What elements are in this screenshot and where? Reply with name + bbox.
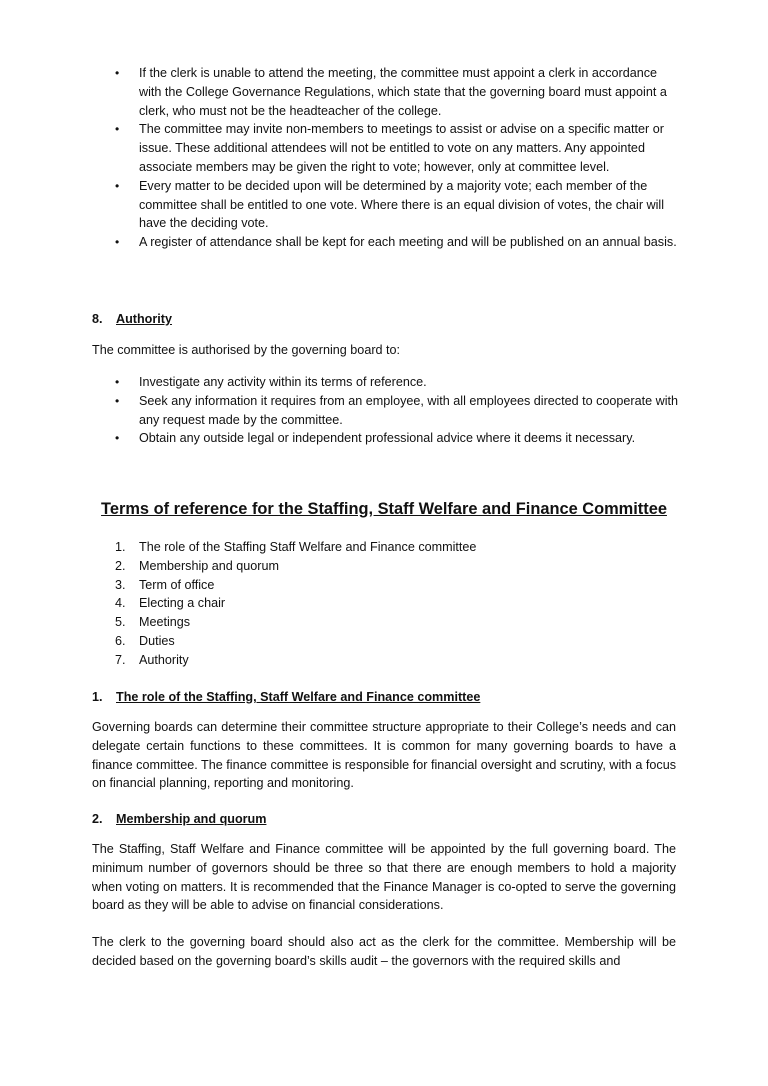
toc-label: The role of the Staffing Staff Welfare and Finance committee	[139, 540, 477, 554]
list-item-text: If the clerk is unable to attend the meeting, the committee must appoint a clerk in accordance with the College Governance Regulations, which state that the governing board must appoint a clerk, who must not be the headteacher of the college.	[139, 66, 667, 118]
list-item-text: Investigate any activity within its terms of reference.	[139, 375, 427, 389]
toc-label: Meetings	[139, 615, 191, 630]
list-item	[92, 392, 682, 430]
heading-text: The role of the Staffing, Staff Welfare and Finance committee	[116, 690, 481, 704]
table-of-contents	[92, 538, 476, 670]
toc-item	[92, 651, 476, 670]
list-item	[92, 233, 682, 252]
toc-label: Membership and quorum	[139, 558, 280, 573]
toc-item	[92, 632, 476, 651]
list-item-text: The committee may invite non-members to meetings to assist or advise on a specific matter or issue. These additional attendees will not be entitled to vote on any matters. Any appointed associate members may be given the right to vote; however, only at committee level.	[139, 122, 664, 174]
list-item-text: A register of attendance shall be kept for each meeting and will be published on an annual basis.	[139, 235, 677, 250]
list-item-text: Seek any information it requires from an employee, with all employees directed to cooperate with any request made by the committee.	[139, 393, 679, 427]
bullet-icon: •	[115, 178, 120, 193]
section-1-paragraph: Governing boards can determine their committee structure appropriate to their College’s needs and can delegate certain functions to these committees. It is common for many governing boards to have a finance committee. The finance committee is responsible for financial oversight and scrutiny, with a focus on financial planning, reporting and monitoring.	[92, 720, 676, 791]
terms-of-reference-title: Terms of reference for the Staffing, Staff Welfare and Finance Committee	[101, 500, 667, 518]
list-item-text: Obtain any outside legal or independent professional advice where it deems it necessary.	[139, 431, 636, 446]
heading-number: 8.	[92, 312, 103, 326]
bullet-icon: •	[115, 122, 120, 137]
section-1-heading	[92, 690, 480, 704]
bullet-icon: •	[115, 235, 120, 250]
bullet-icon: •	[115, 393, 120, 408]
section-2-heading	[92, 812, 266, 826]
bullet-icon: •	[115, 375, 120, 389]
list-item	[92, 120, 682, 176]
heading-text: Membership and quorum	[116, 812, 267, 826]
toc-number: 1.	[115, 540, 126, 554]
bullet-icon: •	[115, 66, 120, 80]
toc-number: 5.	[115, 615, 126, 630]
bullet-icon: •	[115, 431, 120, 446]
authority-intro: The committee is authorised by the governing board to:	[92, 343, 401, 357]
toc-item	[92, 594, 476, 613]
toc-item	[92, 613, 476, 632]
list-item	[92, 429, 682, 448]
section-2-paragraph-1: The Staffing, Staff Welfare and Finance committee will be appointed by the full governing board. The minimum number of governors should be three so that there are enough members to hold a majority when voting on matters. It is recommended that the Finance Manager is co-opted to serve the governing board as they will be able to advise on financial considerations.	[92, 842, 676, 913]
heading-number: 1.	[92, 690, 103, 704]
toc-number: 6.	[115, 633, 126, 648]
authority-list	[92, 373, 682, 448]
toc-label: Authority	[139, 652, 189, 667]
list-item	[92, 64, 682, 120]
list-item	[92, 177, 682, 233]
list-item	[92, 373, 682, 392]
toc-number: 7.	[115, 652, 126, 667]
toc-item	[92, 576, 476, 595]
section-2-paragraph-2: The clerk to the governing board should also act as the clerk for the committee. Membership will be decided based on the governing board’s skills audit – the governors with the required skills and	[92, 935, 676, 968]
toc-number: 3.	[115, 577, 126, 592]
toc-number: 4.	[115, 596, 126, 611]
authority-heading	[92, 312, 172, 326]
heading-number: 2.	[92, 812, 103, 826]
list-item-text: Every matter to be decided upon will be determined by a majority vote; each member of the committee shall be entitled to one vote. Where there is an equal division of votes, the chair will have the deciding vote.	[139, 178, 665, 231]
toc-item	[92, 557, 476, 576]
heading-text: Authority	[116, 312, 172, 326]
meeting-rules-list	[92, 64, 682, 252]
toc-number: 2.	[115, 558, 126, 573]
toc-label: Electing a chair	[139, 596, 226, 611]
toc-label: Duties	[139, 633, 175, 648]
toc-label: Term of office	[139, 577, 215, 592]
toc-item	[92, 538, 476, 557]
